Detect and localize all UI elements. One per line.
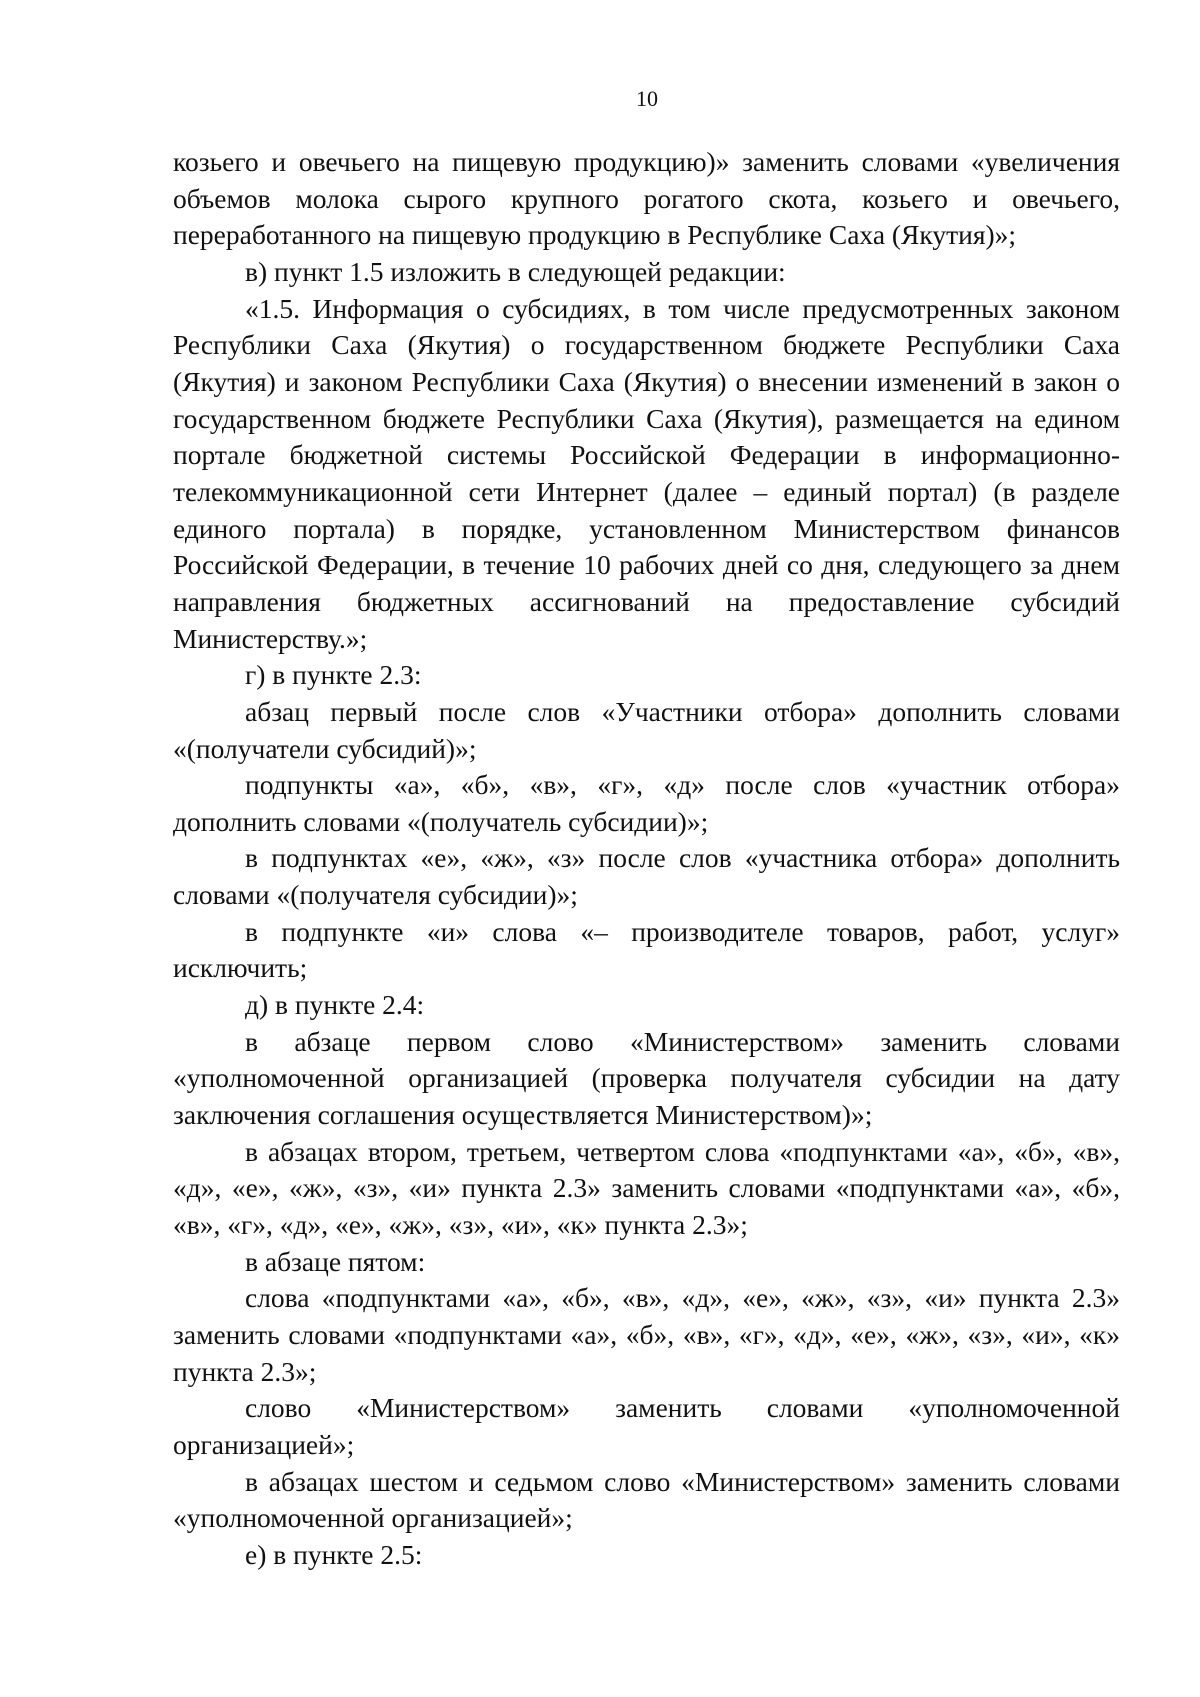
paragraph: г) в пункте 2.3: — [245, 659, 422, 691]
page-number: 10 — [636, 86, 658, 111]
paragraph: в подпунктах «е», «ж», «з» после слов «участника отбора» дополнить словами «(получателя субсидии)»; — [173, 842, 1120, 911]
paragraph: в абзаце пятом: — [245, 1245, 426, 1277]
paragraph: в абзацах шестом и седьмом слово «Министерством» заменить словами «уполномоченной организацией»; — [173, 1465, 1120, 1534]
paragraph: «1.5. Информация о субсидиях, в том числе предусмотренных законом Республики Саха (Якутия) о государственном бюджете Республики Саха (Якутия) и законом Республики Саха (Якутия) о внесении изменений в закон о государственном бюджете Республики Саха (Якутия), размещается на едином портале бюджетной системы Российской Федерации в информационно-телекоммуникационной сети Интернет (далее – единый портал) (в разделе единого портала) в порядке, установленном Министерством финансов Российской Федерации, в течение 10 рабочих дней со дня, следующего за днем направления бюджетных ассигнований на предоставление субсидий Министерству.»; — [173, 292, 1120, 654]
paragraph: д) в пункте 2.4: — [245, 989, 425, 1021]
paragraph: слово «Министерством» заменить словами «уполномоченной организацией»; — [173, 1392, 1120, 1460]
document-body — [173, 144, 1120, 1574]
paragraph: абзац первый после слов «Участники отбора» дополнить словами «(получатели субсидий)»; — [173, 695, 1120, 764]
paragraph: в подпункте «и» слова «– производителе товаров, работ, услуг» исключить; — [173, 915, 1120, 984]
paragraph: подпункты «а», «б», «в», «г», «д» после слов «участник отбора» дополнить словами «(получатель субсидии)»; — [173, 769, 1120, 837]
paragraph: в) пункт 1.5 изложить в следующей редакции: — [245, 255, 786, 287]
paragraph: козьего и овечьего на пищевую продукцию)» заменить словами «увеличения объемов молока сырого крупного рогатого скота, козьего и овечьего, переработанного на пищевую продукцию в Республике Саха (Якутия)»; — [173, 146, 1120, 251]
paragraph: е) в пункте 2.5: — [245, 1538, 423, 1570]
paragraph: в абзацах втором, третьем, четвертом слова «подпунктами «а», «б», «в», «д», «е», «ж», «з», «и» пункта 2.3» заменить словами «подпунктами «а», «б», «в», «г», «д», «е», «ж», «з», «и», «к» пункта 2.3»; — [173, 1135, 1120, 1241]
paragraph: в абзаце первом слово «Министерством» заменить словами «уполномоченной организацией (проверка получателя субсидии на дату заключения соглашения осуществляется Министерством)»; — [173, 1025, 1120, 1131]
paragraph: слова «подпунктами «а», «б», «в», «д», «е», «ж», «з», «и» пункта 2.3» заменить словами «подпунктами «а», «б», «в», «г», «д», «е», «ж», «з», «и», «к» пункта 2.3»; — [173, 1282, 1120, 1387]
